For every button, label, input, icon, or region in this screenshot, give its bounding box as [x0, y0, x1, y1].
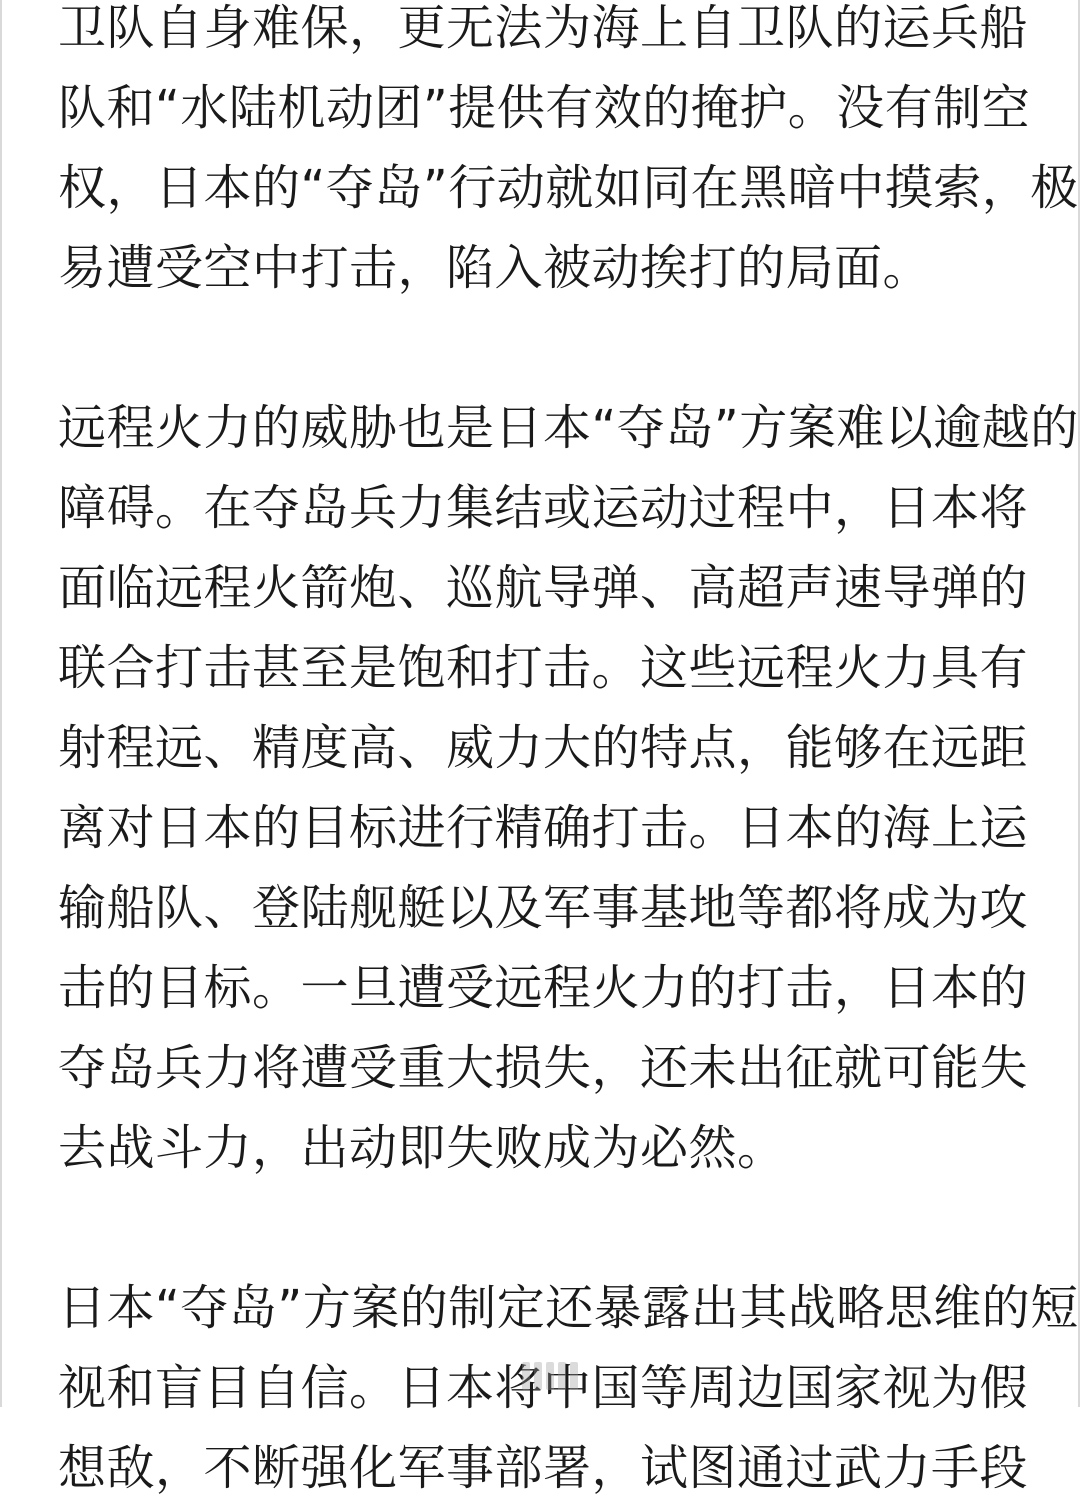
paragraph-2 — [58, 388, 1079, 1188]
text-line: 击的目标。一旦遭受远程火力的打击，日本的 — [58, 960, 1029, 1016]
text-line: 障碍。在夺岛兵力集结或运动过程中，日本将 — [58, 480, 1029, 536]
article-body — [58, 0, 1079, 1508]
text-line: 输船队、登陆舰艇以及军事基地等都将成为攻 — [58, 880, 1029, 936]
text-line: 想敌，不断强化军事部署，试图通过武力手段 — [58, 1440, 1029, 1496]
text-line: 离对日本的目标进行精确打击。日本的海上运 — [58, 800, 1029, 856]
text-line: 权，日本的“夺岛”行动就如同在黑暗中摸索，极 — [58, 160, 1079, 216]
text-line: 队和“水陆机动团”提供有效的掩护。没有制空 — [58, 80, 1031, 136]
text-line: 卫队自身难保，更无法为海上自卫队的运兵船 — [58, 0, 1029, 56]
watermark-logo — [522, 1362, 602, 1398]
text-line: 视和盲目自信。日本将中国等周边国家视为假 — [58, 1360, 1029, 1416]
paragraph-1 — [58, 0, 1079, 308]
text-line: 射程远、精度高、威力大的特点，能够在远距 — [58, 720, 1029, 776]
text-line: 远程火力的威胁也是日本“夺岛”方案难以逾越的 — [58, 400, 1079, 456]
text-line: 面临远程火箭炮、巡航导弹、高超声速导弹的 — [58, 560, 1029, 616]
text-line: 去战斗力，出动即失败成为必然。 — [58, 1120, 786, 1176]
text-line: 夺岛兵力将遭受重大损失，还未出征就可能失 — [58, 1040, 1029, 1096]
text-line: 易遭受空中打击，陷入被动挨打的局面。 — [58, 240, 932, 296]
text-line: 联合打击甚至是饱和打击。这些远程火力具有 — [58, 640, 1029, 696]
text-line: 日本“夺岛”方案的制定还暴露出其战略思维的短 — [58, 1280, 1079, 1336]
